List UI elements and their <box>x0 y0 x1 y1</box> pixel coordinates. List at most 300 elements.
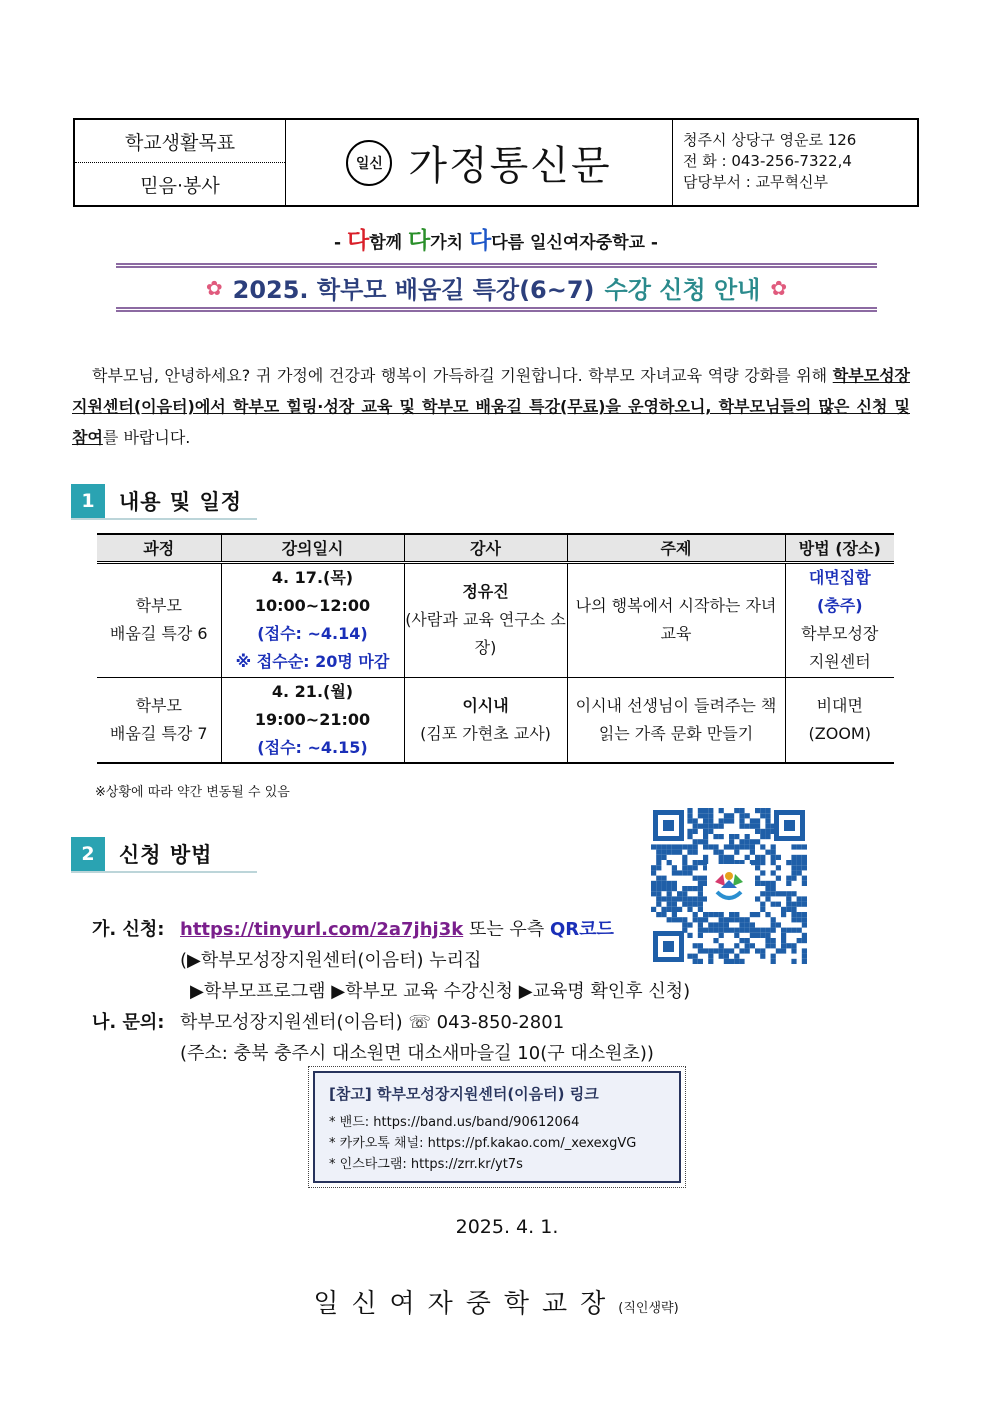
qr-module <box>760 948 765 953</box>
school-dept: 담당부서 : 교무혁신부 <box>683 173 829 191</box>
qr-module <box>765 928 770 933</box>
qr-module <box>703 948 708 953</box>
course-name: 배움길 특강 7 <box>109 723 208 743</box>
qr-module <box>755 912 760 917</box>
qr-module <box>802 844 807 849</box>
qr-module <box>765 813 770 818</box>
qr-module <box>698 922 703 927</box>
qr-module <box>713 922 718 927</box>
qr-module <box>739 917 744 922</box>
qr-module <box>791 948 796 953</box>
qr-module <box>656 855 661 860</box>
newsletter-title-area <box>286 120 673 205</box>
qr-module <box>687 902 692 907</box>
section-label: 신청 방법 <box>119 843 213 867</box>
qr-module <box>698 839 703 844</box>
limit-note: ※ 접수순: 20명 마감 <box>235 652 390 671</box>
qr-module <box>729 912 734 917</box>
qr-module <box>724 922 729 927</box>
qr-module <box>745 922 750 927</box>
qr-module <box>776 902 781 907</box>
qr-module <box>802 902 807 907</box>
qr-module <box>765 818 770 823</box>
qr-module <box>682 902 687 907</box>
qr-module <box>745 834 750 839</box>
intro-text-end: 를 바랍니다. <box>102 428 191 447</box>
qr-module <box>797 928 802 933</box>
contact-row <box>92 1007 690 1038</box>
course-cell <box>97 562 221 677</box>
qr-module <box>661 896 666 901</box>
qr-module <box>791 917 796 922</box>
qr-module <box>672 907 677 912</box>
qr-module <box>693 818 698 823</box>
qr-module <box>698 881 703 886</box>
section-label: 내용 및 일정 <box>119 490 243 514</box>
qr-module <box>682 891 687 896</box>
qr-module <box>703 844 708 849</box>
qr-module <box>729 917 734 922</box>
qr-module <box>651 865 656 870</box>
qr-module <box>739 818 744 823</box>
qr-module <box>797 938 802 943</box>
qr-module <box>719 850 724 855</box>
qr-module <box>745 948 750 953</box>
qr-module <box>776 948 781 953</box>
qr-module <box>765 881 770 886</box>
slogan-da-1: 다 <box>347 228 370 254</box>
qr-module <box>771 886 776 891</box>
qr-module <box>760 844 765 849</box>
qr-module <box>786 943 791 948</box>
qr-module <box>776 891 781 896</box>
qr-module <box>802 912 807 917</box>
qr-module <box>719 933 724 938</box>
qr-module <box>713 948 718 953</box>
qr-module <box>677 850 682 855</box>
qr-module <box>745 928 750 933</box>
qr-module <box>682 844 687 849</box>
qr-module <box>682 860 687 865</box>
qr-module <box>651 881 656 886</box>
venue: 지원센터 <box>808 652 871 671</box>
qr-module <box>776 855 781 860</box>
qr-module <box>765 850 770 855</box>
qr-module <box>698 948 703 953</box>
qr-module <box>667 891 672 896</box>
qr-module <box>656 850 661 855</box>
qr-module <box>734 808 739 813</box>
slogan-school: 일신여자중학교 <box>530 233 645 253</box>
qr-module <box>781 943 786 948</box>
qr-module <box>703 928 708 933</box>
qr-module <box>745 813 750 818</box>
qr-module <box>693 886 698 891</box>
qr-module <box>693 839 698 844</box>
qr-module <box>755 881 760 886</box>
qr-module <box>661 876 666 881</box>
qr-module <box>786 876 791 881</box>
qr-module <box>703 808 708 813</box>
slogan-word-1: 함께 <box>369 233 403 253</box>
apply-path-2: ▶학부모프로그램 ▶학부모 교육 수강신청 ▶교육명 확인후 신청) <box>190 981 691 1002</box>
qr-module <box>739 808 744 813</box>
deadline: (접수: ~4.15) <box>257 737 368 757</box>
qr-module <box>745 943 750 948</box>
qr-module <box>771 891 776 896</box>
qr-module <box>703 834 708 839</box>
qr-module <box>802 860 807 865</box>
qr-module <box>765 938 770 943</box>
section-1-heading <box>71 484 257 520</box>
qr-module <box>781 928 786 933</box>
qr-module <box>713 824 718 829</box>
slogan-dash: - <box>334 233 342 253</box>
qr-module <box>693 850 698 855</box>
qr-module <box>771 855 776 860</box>
qr-module <box>719 912 724 917</box>
newsletter-title: 가정통신문 <box>408 143 612 189</box>
qr-module <box>755 855 760 860</box>
schedule-note: ※상황에 따라 약간 변동될 수 있음 <box>95 785 290 800</box>
qr-module <box>682 870 687 875</box>
qr-module <box>661 855 666 860</box>
contact-label: 나. 문의: <box>92 1012 165 1033</box>
qr-module <box>755 928 760 933</box>
qr-module <box>745 938 750 943</box>
qr-module <box>750 922 755 927</box>
header-method: 방법 (장소) <box>785 534 894 562</box>
qr-module <box>656 902 661 907</box>
apply-instructions <box>92 914 690 1069</box>
qr-module <box>760 834 765 839</box>
qr-module <box>677 896 682 901</box>
qr-module <box>791 959 796 964</box>
qr-module <box>698 928 703 933</box>
qr-module <box>755 808 760 813</box>
qr-module <box>724 917 729 922</box>
qr-module <box>687 886 692 891</box>
qr-module <box>677 907 682 912</box>
qr-module <box>719 954 724 959</box>
qr-module <box>682 896 687 901</box>
issue-date: 2025. 4. 1. <box>455 1216 559 1238</box>
qr-module <box>734 912 739 917</box>
qr-module <box>667 886 672 891</box>
qr-module <box>771 928 776 933</box>
qr-module <box>755 876 760 881</box>
qr-module <box>677 891 682 896</box>
qr-module <box>687 808 692 813</box>
qr-module <box>786 907 791 912</box>
qr-module <box>791 855 796 860</box>
qr-module <box>765 891 770 896</box>
qr-module <box>698 907 703 912</box>
qr-module <box>776 876 781 881</box>
qr-module <box>755 839 760 844</box>
qr-module <box>708 922 713 927</box>
qr-module <box>797 855 802 860</box>
qr-module <box>771 844 776 849</box>
qr-module <box>729 928 734 933</box>
qr-module <box>786 902 791 907</box>
qr-module <box>760 891 765 896</box>
qr-module <box>734 844 739 849</box>
qr-module <box>729 948 734 953</box>
qr-module <box>672 902 677 907</box>
qr-module <box>719 818 724 823</box>
qr-module <box>791 860 796 865</box>
qr-module <box>739 922 744 927</box>
qr-module <box>771 902 776 907</box>
intro-underlined: 학부모성장지원센터(이음터)에서 학부모 힐링·성장 교육 및 학부모 배움길 특강(무료)을 운영하오니, 학부모님들의 많은 신청 및 참여 <box>72 366 910 447</box>
qr-module <box>708 824 713 829</box>
qr-module <box>802 954 807 959</box>
qr-module <box>771 954 776 959</box>
qr-module <box>802 896 807 901</box>
qr-module <box>667 896 672 901</box>
qr-module <box>682 855 687 860</box>
slogan-word-3: 다름 <box>491 233 525 253</box>
qr-module <box>687 865 692 870</box>
qr-module <box>677 844 682 849</box>
qr-module <box>698 943 703 948</box>
method: (충주) <box>816 596 863 615</box>
qr-module <box>661 907 666 912</box>
qr-module <box>760 855 765 860</box>
qr-module <box>687 844 692 849</box>
lecture-date: 4. 21.(월) <box>271 681 354 701</box>
goal-label: 학교생활목표 <box>75 120 285 163</box>
qr-module <box>734 943 739 948</box>
school-slogan <box>0 222 992 255</box>
qr-module <box>656 891 661 896</box>
section-number: 1 <box>71 484 105 518</box>
qr-module <box>739 844 744 849</box>
reference-title: [참고] 학부모성장지원센터(이음터) 링크 <box>329 1085 599 1103</box>
qr-module <box>771 917 776 922</box>
qr-module <box>719 948 724 953</box>
qr-module <box>708 808 713 813</box>
qr-module <box>693 824 698 829</box>
qr-module <box>760 808 765 813</box>
header-lecturer: 강사 <box>404 534 567 562</box>
qr-module <box>797 902 802 907</box>
qr-module <box>802 922 807 927</box>
kakao-link[interactable]: * 카카오톡 채널: https://pf.kakao.com/_xexexgVG <box>329 1136 637 1151</box>
qr-module <box>656 886 661 891</box>
qr-module <box>656 896 661 901</box>
qr-module <box>667 850 672 855</box>
instagram-link[interactable]: * 인스타그램: https://zrr.kr/yt7s <box>329 1157 523 1172</box>
qr-module <box>687 818 692 823</box>
qr-module <box>672 870 677 875</box>
qr-module <box>719 922 724 927</box>
qr-module <box>667 844 672 849</box>
qr-module <box>719 943 724 948</box>
qr-module <box>755 818 760 823</box>
qr-module <box>791 870 796 875</box>
qr-module <box>698 824 703 829</box>
qr-module <box>682 865 687 870</box>
apply-link[interactable]: https://tinyurl.com/2a7jhj3k <box>180 919 464 940</box>
qr-module <box>693 876 698 881</box>
qr-module <box>755 829 760 834</box>
qr-module <box>739 959 744 964</box>
qr-module <box>667 860 672 865</box>
qr-module <box>724 844 729 849</box>
qr-module <box>698 896 703 901</box>
section-2-heading <box>71 837 257 873</box>
qr-module <box>656 876 661 881</box>
qr-module <box>781 891 786 896</box>
school-contact <box>673 120 917 205</box>
lecturer-name: 이시내 <box>462 695 509 715</box>
qr-module <box>713 850 718 855</box>
qr-module <box>750 818 755 823</box>
qr-module <box>760 813 765 818</box>
qr-module <box>781 907 786 912</box>
qr-module <box>708 813 713 818</box>
qr-module <box>797 844 802 849</box>
qr-module <box>797 917 802 922</box>
method-cell <box>785 562 894 677</box>
lecturer-info: (사람과 교육 연구소 소장) <box>405 610 566 657</box>
qr-module <box>739 948 744 953</box>
qr-module <box>771 959 776 964</box>
method: 비대면 <box>816 695 863 715</box>
qr-module <box>651 891 656 896</box>
qr-module <box>734 928 739 933</box>
school-goal <box>75 120 286 205</box>
qr-module <box>698 876 703 881</box>
qr-module <box>661 886 666 891</box>
qr-module <box>734 917 739 922</box>
qr-module <box>693 860 698 865</box>
qr-module <box>755 896 760 901</box>
qr-module <box>771 860 776 865</box>
datetime-cell <box>221 562 404 677</box>
qr-module <box>755 860 760 865</box>
qr-module <box>708 954 713 959</box>
qr-module <box>687 870 692 875</box>
header-box <box>73 118 919 207</box>
qr-module <box>656 844 661 849</box>
qr-module <box>771 850 776 855</box>
qr-module <box>677 870 682 875</box>
qr-module <box>656 881 661 886</box>
qr-module <box>765 933 770 938</box>
slogan-da-3: 다 <box>469 228 492 254</box>
qr-module <box>661 844 666 849</box>
qr-module <box>703 829 708 834</box>
qr-module <box>776 922 781 927</box>
seal-note: (직인생략) <box>618 1301 679 1316</box>
course-name: 학부모 <box>135 695 182 715</box>
lecturer-cell <box>404 677 567 763</box>
qr-module <box>760 870 765 875</box>
school-phone: 전 화 : 043-256-7322,4 <box>683 152 852 170</box>
qr-module <box>765 943 770 948</box>
qr-module <box>724 928 729 933</box>
qr-module <box>729 844 734 849</box>
qr-module <box>786 891 791 896</box>
qr-module <box>750 839 755 844</box>
qr-module <box>719 917 724 922</box>
qr-module <box>755 824 760 829</box>
band-link[interactable]: * 밴드: https://band.us/band/90612064 <box>329 1115 580 1130</box>
qr-module <box>713 834 718 839</box>
qr-module <box>745 855 750 860</box>
qr-module <box>765 808 770 813</box>
qr-module <box>651 870 656 875</box>
qr-module <box>724 818 729 823</box>
contact-address: (주소: 충북 충주시 대소원면 대소새마을길 10(구 대소원초)) <box>180 1043 654 1064</box>
qr-module <box>750 850 755 855</box>
qr-module <box>760 881 765 886</box>
method-cell <box>785 677 894 763</box>
qr-module <box>739 839 744 844</box>
section-number: 2 <box>71 837 105 871</box>
or-text: 또는 우측 <box>468 919 545 940</box>
qr-module <box>693 829 698 834</box>
qr-module <box>687 907 692 912</box>
qr-module <box>729 818 734 823</box>
method: (ZOOM) <box>808 723 871 743</box>
header-topic: 주제 <box>567 534 785 562</box>
document-title <box>116 263 877 312</box>
intro-paragraph <box>72 360 910 453</box>
qr-module <box>719 824 724 829</box>
qr-module <box>797 912 802 917</box>
lecture-time: 19:00~21:00 <box>254 709 371 729</box>
qr-module <box>703 824 708 829</box>
qr-module <box>682 886 687 891</box>
qr-module <box>760 933 765 938</box>
qr-module <box>693 865 698 870</box>
title-part-2: 수강 신청 안내 <box>604 276 761 304</box>
datetime-cell <box>221 677 404 763</box>
qr-module <box>734 834 739 839</box>
qr-module <box>776 865 781 870</box>
qr-module <box>708 818 713 823</box>
lecturer-name: 정유진 <box>462 582 509 601</box>
qr-module <box>771 881 776 886</box>
qr-module <box>791 844 796 849</box>
qr-module <box>693 943 698 948</box>
qr-module <box>708 829 713 834</box>
qr-module <box>797 870 802 875</box>
course-name: 학부모 <box>135 596 182 615</box>
slogan-da-2: 다 <box>408 228 431 254</box>
qr-module <box>729 855 734 860</box>
table-row <box>97 677 894 763</box>
qr-module <box>693 917 698 922</box>
qr-module <box>656 860 661 865</box>
header-datetime: 강의일시 <box>221 534 404 562</box>
qr-module <box>750 912 755 917</box>
qr-module <box>755 865 760 870</box>
apply-path-1: (▶학부모성장지원센터(이음터) 누리집 <box>180 950 482 971</box>
qr-module <box>729 839 734 844</box>
qr-module <box>708 844 713 849</box>
school-address: 청주시 상당구 영운로 126 <box>683 131 857 149</box>
qr-module <box>687 850 692 855</box>
contact-info: 학부모성장지원센터(이음터) ☏ 043-850-2801 <box>180 1012 565 1033</box>
qr-module <box>745 844 750 849</box>
qr-module <box>765 896 770 901</box>
slogan-word-2: 가치 <box>430 233 464 253</box>
